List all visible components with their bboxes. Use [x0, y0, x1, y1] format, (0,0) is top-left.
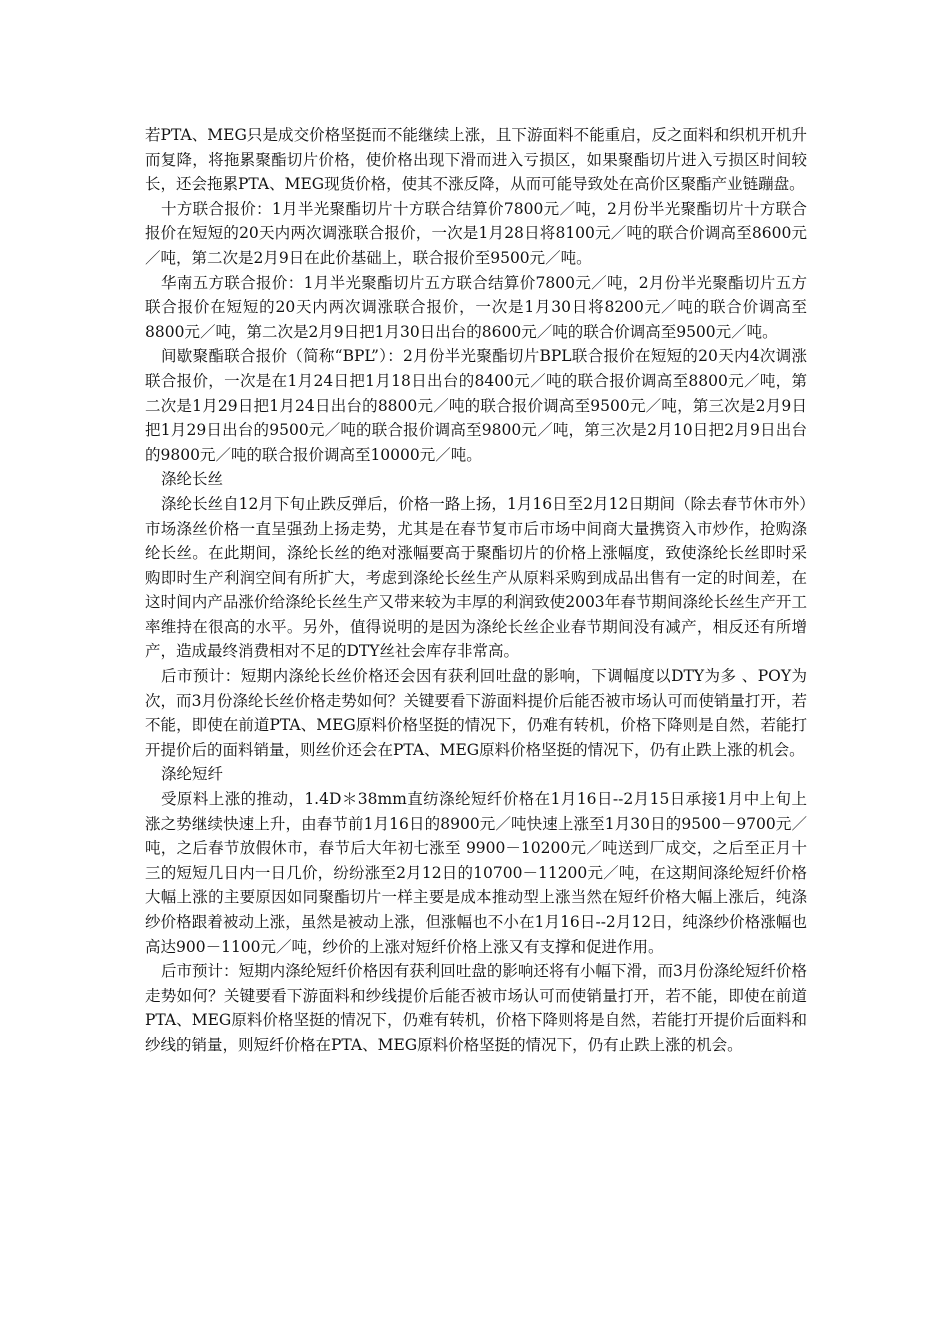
paragraph-filament-outlook: 后市预计：短期内涤纶长丝价格还会因有获利回吐盘的影响，下调幅度以DTY为多 、POY为次，而3月份涤纶长丝价格走势如何？关键要看下游面料提价后能否被市场认可而使销量打开，若不能，即使在前道PTA、MEG原料价格坚挺的情况下，仍难有转机，价格下降则是自然，若能打开提价后的面料销量，则丝价还会在PTA、MEG原料价格坚挺的情况下，仍有止跌上涨的机会。 — [145, 667, 807, 759]
paragraph-filament-review: 涤纶长丝自12月下旬止跌反弹后，价格一路上扬，1月16日至2月12日期间（除去春节休市外）市场涤丝价格一直呈强劲上扬走势，尤其是在春节复市后市场中间商大量携资入市炒作，抢购涤纶长丝。在此期间，涤纶长丝的绝对涨幅要高于聚酯切片的价格上涨幅度，致使涤纶长丝即时采购即时生产利润空间有所扩大，考虑到涤纶长丝生产从原料采购到成品出售有一定的时间差，在这时间内产品涨价给涤纶长丝生产又带来较为丰厚的利润致使2003年春节期间涤纶长丝生产开工率维持在很高的水平。另外，值得说明的是因为涤纶长丝企业春节期间没有减产，相反还有所增产，造成最终消费相对不足的DTY丝社会库存非常高。 — [145, 494, 807, 661]
paragraph-huanan-quote: 华南五方联合报价：1月半光聚酯切片五方联合结算价7800元／吨，2月份半光聚酯切片五方联合报价在短短的20天内两次调涨联合报价，一次是1月30日将8200元／吨的联合价调高至8800元／吨，第二次是2月9日把1月30日出台的8600元／吨的联合价调高至9500元／吨。 — [145, 273, 807, 341]
section-heading-staple-fiber: 涤纶短纤 — [161, 765, 224, 784]
paragraph-shifang-quote: 十方联合报价：1月半光聚酯切片十方联合结算价7800元／吨，2月份半光聚酯切片十方联合报价在短短的20天内两次调涨联合报价，一次是1月28日将8100元／吨的联合价调高至8600元／吨，第二次是2月9日在此价基础上，联合报价至9500元／吨。 — [145, 199, 807, 267]
section-heading-filament: 涤纶长丝 — [161, 470, 224, 489]
paragraph-staple-review: 受原料上涨的推动，1.4D＊38mm直纺涤纶短纤价格在1月16日--2月15日承接1月中上旬上涨之势继续快速上升，由春节前1月16日的8900元／吨快速上涨至1月30日的9500－9700元／吨，之后春节放假休市，春节后大年初七涨至 9900－10200元／吨送到厂成交，之后至正月十三的短短几日内一日几价，纷纷涨至2月12日的10700－11200元／吨，在这期间涤纶短纤价格大幅上涨的主要原因如同聚酯切片一样主要是成本推动型上涨当然在短纤价格大幅上涨后，纯涤纱价格跟着被动上涨，虽然是被动上涨，但涨幅也不小在1月16日--2月12日，纯涤纱价格涨幅也高达900－1100元／吨，纱价的上涨对短纤价格上涨又有支撑和促进作用。 — [145, 790, 807, 956]
document-body — [145, 123, 807, 1058]
paragraph-bpl-quote: 间歇聚酯联合报价（简称“BPL”）：2月份半光聚酯切片BPL联合报价在短短的20天内4次调涨联合报价，一次是在1月24日把1月18日出台的8400元／吨的联合报价调高至8800元／吨，第二次是1月29日把1月24日出台的8800元／吨的联合报价调高至9500元／吨，第三次是2月9日把1月29日出台的9500元／吨的联合报价调高至9800元／吨，第三次是2月10日把2月9日出台的9800元／吨的联合报价调高至10000元／吨。 — [145, 347, 807, 464]
paragraph-staple-outlook: 后市预计：短期内涤纶短纤价格因有获利回吐盘的影响还将有小幅下滑，而3月份涤纶短纤价格走势如何？关键要看下游面料和纱线提价后能否被市场认可而使销量打开，若不能，即使在前道PTA、MEG原料价格坚挺的情况下，仍难有转机，价格下降则将是自然，若能打开提价后面料和纱线的销量，则短纤价格在PTA、MEG原料价格坚挺的情况下，仍有止跌上涨的机会。 — [145, 962, 807, 1054]
paragraph-intro: 若PTA、MEG只是成交价格坚挺而不能继续上涨，且下游面料不能重启，反之面料和织机开机升而复降，将拖累聚酯切片价格，使价格出现下滑而进入亏损区，如果聚酯切片进入亏损区时间较长，还会拖累PTA、MEG现货价格，使其不涨反降，从而可能导致处在高价区聚酯产业链蹦盘。 — [145, 126, 807, 194]
